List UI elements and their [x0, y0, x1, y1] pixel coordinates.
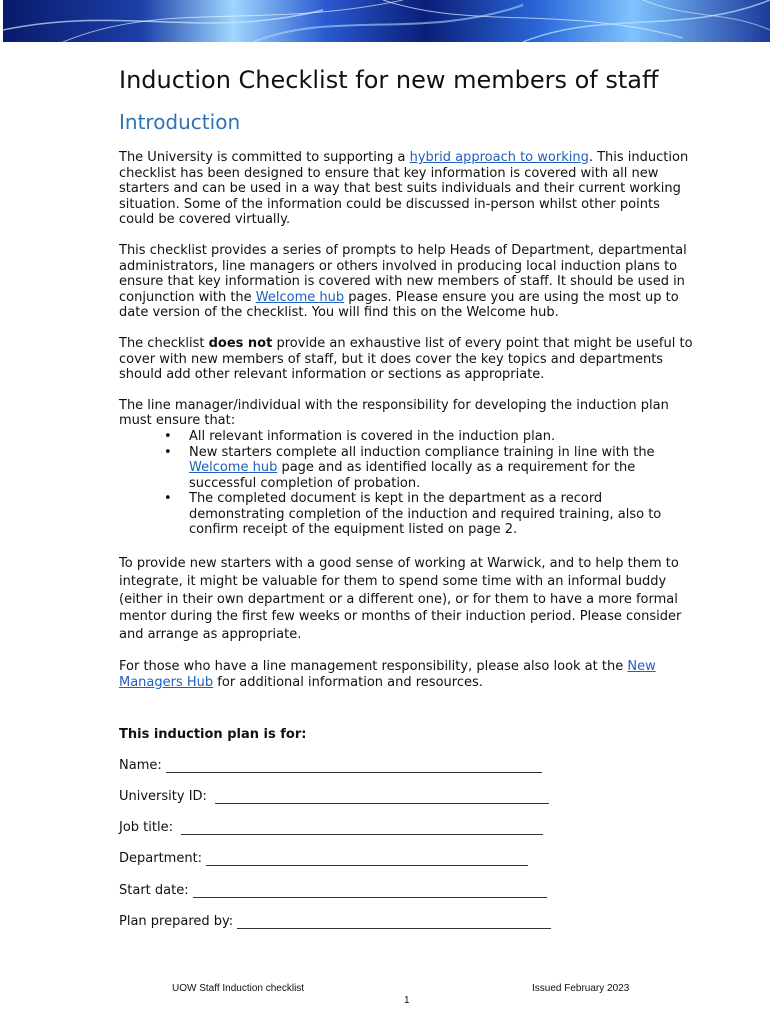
page-number: 1 — [404, 995, 410, 1006]
paragraph-not-exhaustive: The checklist does not provide an exhaustive list of every point that might be useful to cover with new members of staff, but it does cover the key topics and departments should add other relevant information or sections as appropriate. — [119, 335, 693, 383]
job-title-input-line[interactable] — [181, 821, 543, 835]
banner-light-streaks — [3, 0, 770, 42]
list-item: • All relevant information is covered in the induction plan. — [164, 428, 556, 444]
section-heading-introduction: Introduction — [119, 110, 241, 134]
induction-plan-form — [119, 727, 679, 929]
footer-document-name: UOW Staff Induction checklist — [172, 983, 305, 994]
name-field: Name: — [119, 758, 542, 773]
bullet-icon: • — [164, 491, 172, 507]
paragraph-buddy-mentor: To provide new starters with a good sense of working at Warwick, and to help them to integrate, it might be valuable for them to spend some time with an informal buddy (either in their own department or a different one), or for them to have a more formal mentor during the first few weeks or months of their induction period. Please consider and arrange as appropriate. — [119, 556, 682, 643]
start-date-field: Start date: — [119, 883, 547, 898]
university-id-field: University ID: — [119, 789, 549, 804]
university-id-input-line[interactable] — [215, 790, 549, 804]
bullet-icon: • — [164, 428, 172, 444]
plan-prepared-by-field: Plan prepared by: — [119, 914, 551, 929]
list-item: • New starters complete all induction compliance training in line with the Welcome hub page and as identified locally as a requirement for the successful completion of probation. — [164, 444, 655, 491]
paragraph-checklist-purpose: This checklist provides a series of prompts to help Heads of Department, departmental administrators, line managers or others involved in producing local induction plans to ensure that key information is covered with new members of staff. It should be used in conjunction with the Welcome hub pages. Please ensure you are using the most up to date version of the checklist. You will find this on the Welcome hub. — [119, 242, 687, 321]
responsibility-list — [119, 429, 697, 538]
welcome-hub-link-2[interactable]: Welcome hub — [189, 460, 278, 476]
footer-issue-date: Issued February 2023 — [532, 983, 630, 994]
hybrid-working-link[interactable]: hybrid approach to working — [409, 150, 589, 165]
bullet-icon: • — [164, 444, 172, 460]
paragraph-new-managers: For those who have a line management responsibility, please also look at the New Managers Hub for additional information and resources. — [119, 659, 656, 690]
header-banner-image — [3, 0, 770, 42]
paragraph-hybrid: The University is committed to supporting a hybrid approach to working. This induction checklist has been designed to ensure that key information is covered with all new starters and can be used in a way that best suits individuals and their current working situation. Some of the information could be discussed in-person whilst other points could be covered virtually. — [119, 150, 689, 228]
job-title-field: Job title: — [119, 820, 543, 835]
department-field: Department: — [119, 851, 528, 866]
plan-prepared-by-input-line[interactable] — [237, 915, 551, 929]
start-date-input-line[interactable] — [193, 884, 547, 898]
list-item: • The completed document is kept in the department as a record demonstrating completion of the induction and required training, also to confirm receipt of the equipment listed on page 2. — [164, 491, 662, 538]
page-title: Induction Checklist for new members of staff — [119, 66, 659, 94]
introduction-body — [119, 150, 697, 690]
welcome-hub-link[interactable]: Welcome hub — [255, 289, 345, 305]
form-heading: This induction plan is for: — [119, 727, 307, 742]
department-input-line[interactable] — [206, 852, 528, 866]
name-input-line[interactable] — [166, 759, 542, 773]
new-managers-hub-link[interactable]: New Managers Hub — [119, 659, 656, 690]
paragraph-line-manager: The line manager/individual with the responsibility for developing the induction plan must ensure that: — [119, 397, 669, 429]
